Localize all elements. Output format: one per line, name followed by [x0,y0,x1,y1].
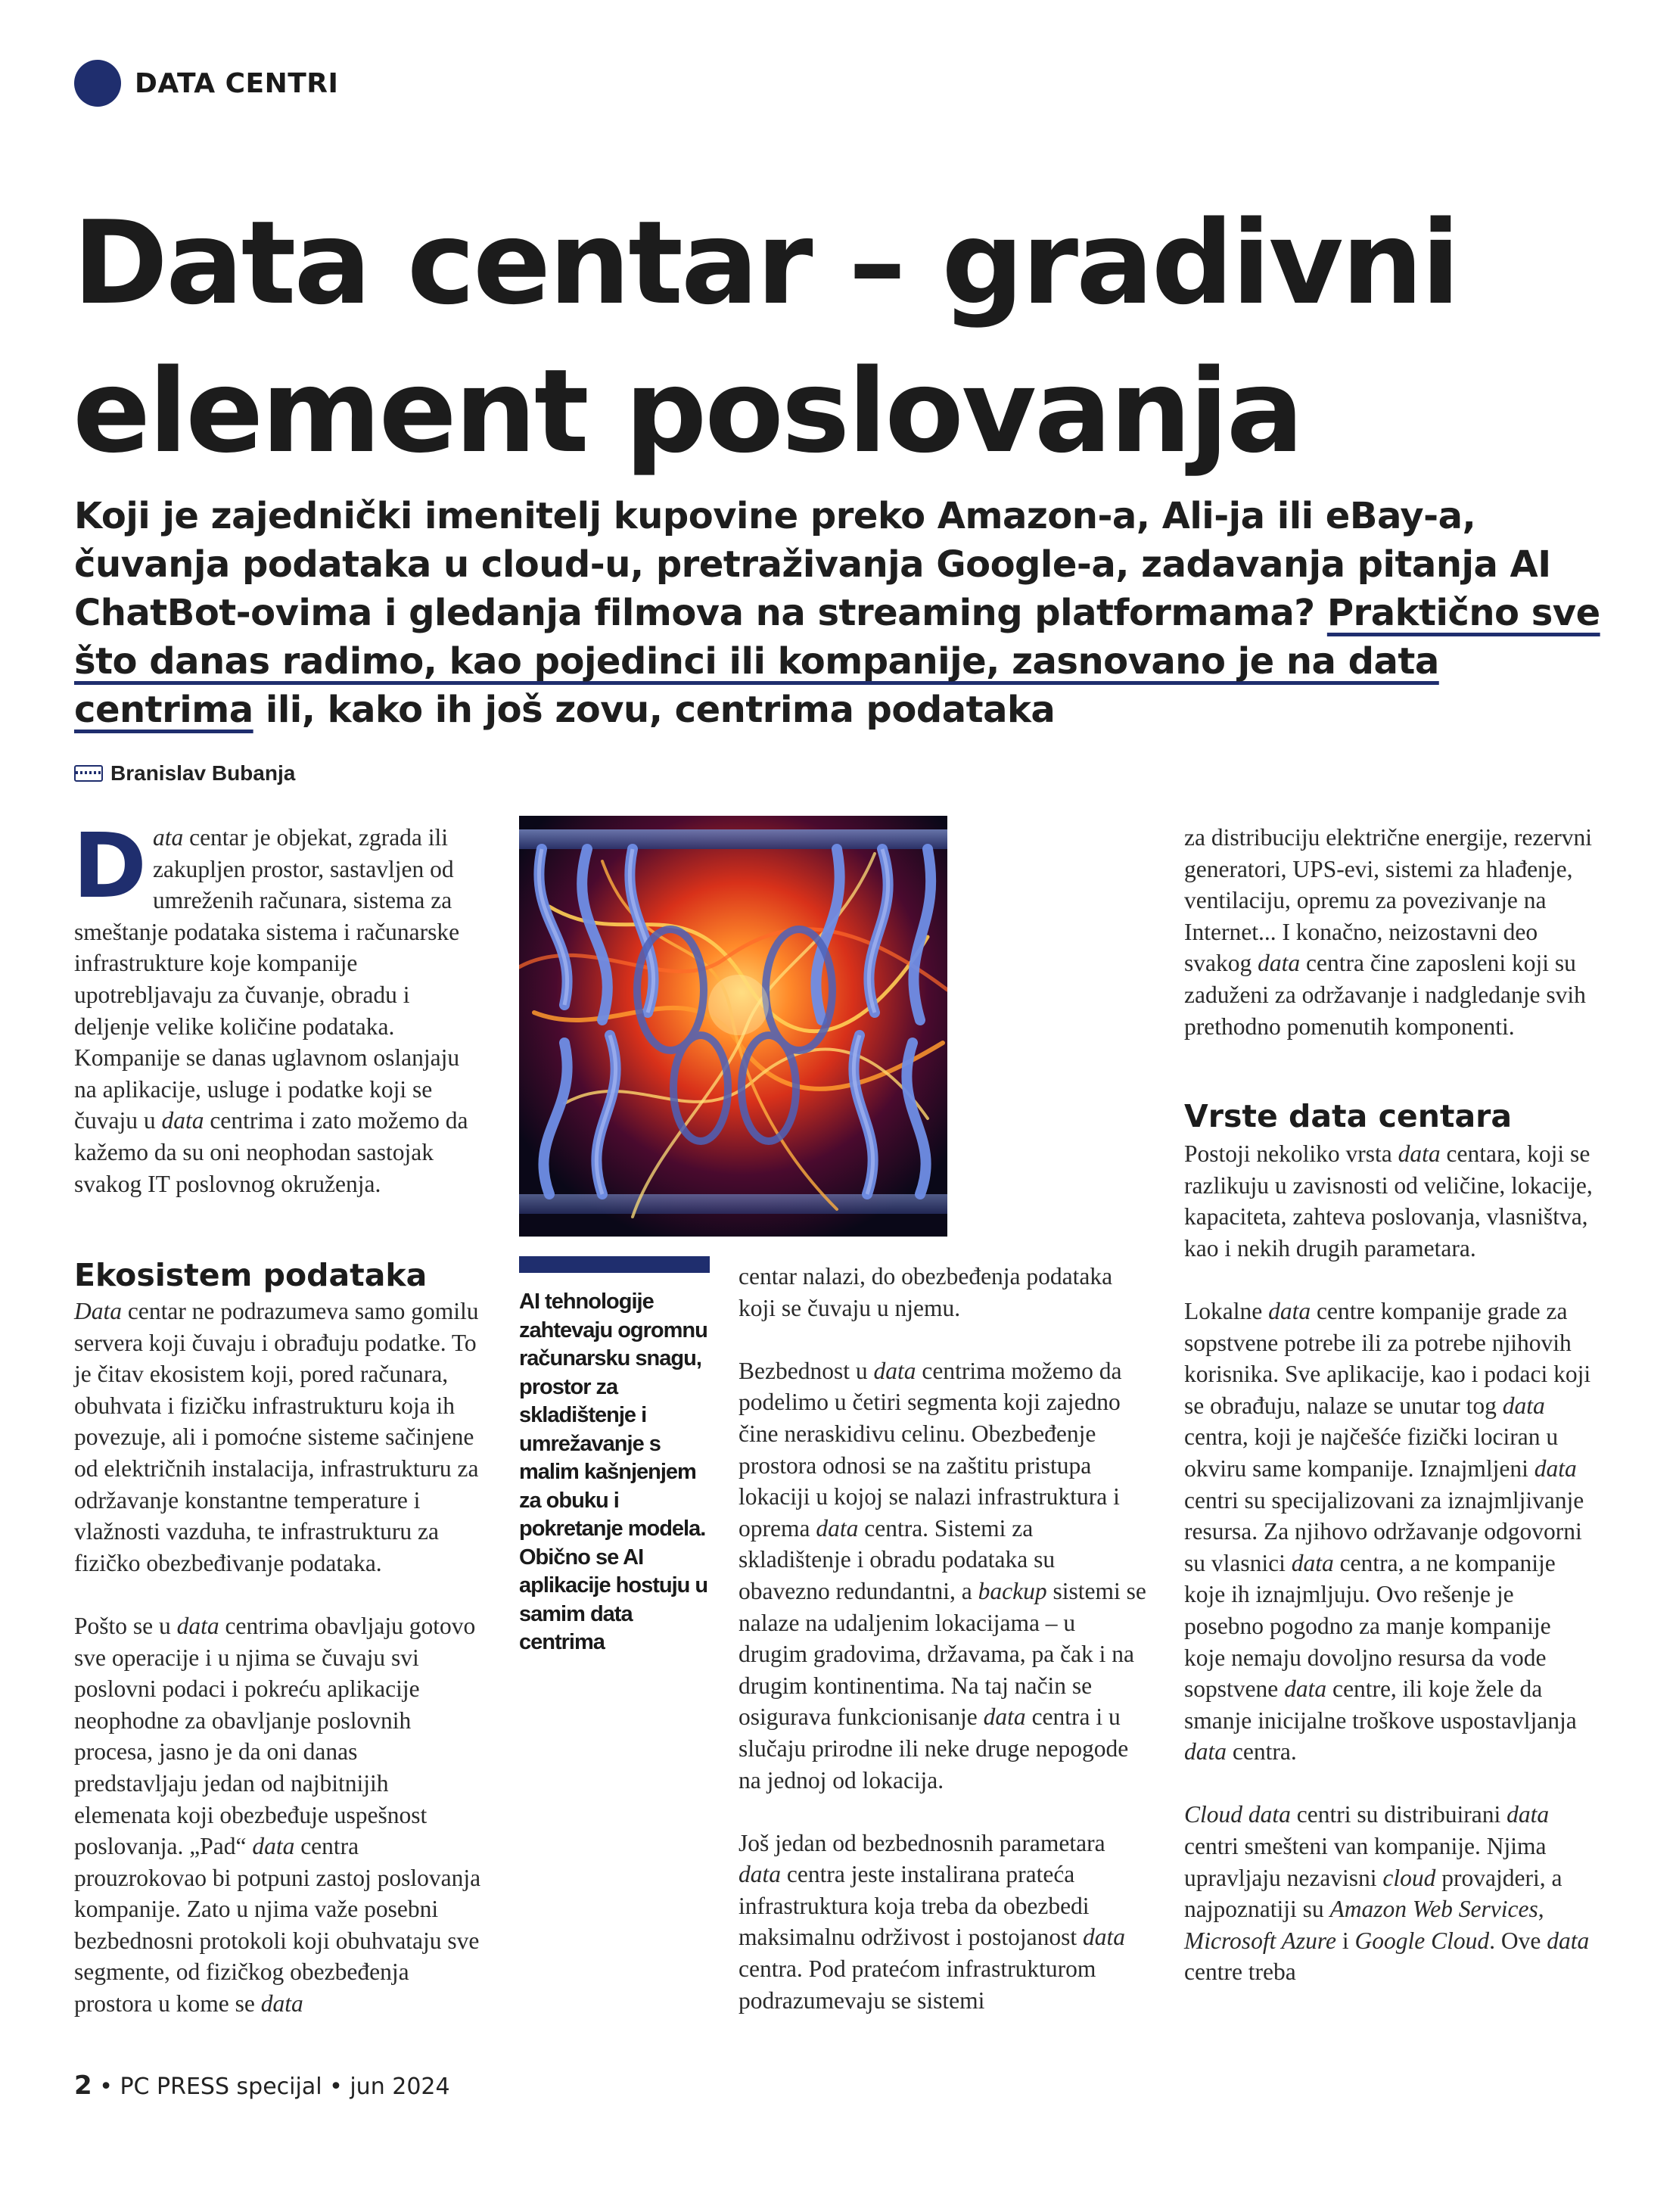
paragraph-text: Bezbednost u [738,1357,874,1384]
footer-separator: • [92,2074,120,2100]
headline [73,189,1631,486]
italic-word: ata [152,824,184,851]
caption-rule [519,1256,710,1273]
italic-word: data [1398,1140,1441,1167]
paragraph-text: centre treba [1184,1958,1296,1986]
italic-word: cloud [1382,1864,1436,1891]
italic-word: data [252,1833,295,1860]
paragraph-text: sistemi se nalaze na udaljenim lokacijama – u drugim gradovima, državama, pa čak i na drugim kontinentima. Na taj način se osigurava funkcionisanje [738,1577,1146,1731]
paragraph-text: centre kompanije grade za sopstvene potrebe ili za potrebe njihovih korisnika. Sve aplikacije, kao i podaci koji se obrađuju, nalaze se unutar tog [1184,1297,1591,1419]
paragraph: centar nalazi, do obezbeđenja podataka koji se čuvaju u njemu. [738,1263,1113,1321]
keyboard-icon [74,765,103,782]
italic-word: Microsoft Azure [1184,1927,1336,1954]
section-tag [74,59,338,107]
italic-word: Cloud data [1184,1801,1291,1828]
section-label: DATA CENTRI [135,67,339,99]
headline-line-2: element poslovanja [73,344,1302,478]
italic-word: data [983,1703,1026,1731]
deck-highlight: Praktično sve što danas radimo, kao pojedinci ili kompanije, zasnovano je na data centrima [74,592,1600,731]
paragraph-text: za distribuciju električne energije, rezervni generatori, UPS-evi, sistemi za hlađenje, ventilaciju, opremu za povezivanje na Internet... I konačno, neizostavni deo svakog [1184,824,1593,977]
paragraph-text: centar ne podrazumeva samo gomilu servera koji čuvaju i obrađuju podatke. To je čitav ekosistem koji, pored računara, obuhvata i fizičku infrastrukturu koja ih povezuje, ali i pomoćne sisteme sačinjene od električnih instalacija, infrastrukturu za održavanje konstantne temperature i vlažnosti vazduha, te infrastrukturu za fizičko obezbeđivanje podataka. [74,1298,479,1576]
italic-word: Amazon Web Services [1329,1896,1538,1923]
paragraph-text: centra čine zaposleni koji su zaduženi za održavanje i nadgledanje svih prethodno pomenutih komponenti. [1184,950,1586,1040]
paragraph-text: centara, koji se razlikuju u zavisnosti od veličine, lokacije, kapaciteta, zahteva poslovanja, vlasništva, kao i nekih drugih parametara. [1184,1140,1593,1262]
deck [74,492,1603,734]
italic-word: data [1268,1297,1311,1324]
deck-lead: Koji je zajednički imenitelj kupovine preko Amazon-a, Ali-ja ili eBay-a, čuvanja podataka u cloud-u, pretraživanja Google-a, zadavanja pitanja AI ChatBot-ovima i gledanja filmova na streaming platformama? [74,495,1551,634]
paragraph [1184,1138,1597,1264]
paragraph-text: Pošto se u [74,1612,177,1639]
paragraph-text: centra, a ne kompanije koje ih iznajmljuju. Ovo rešenje je posebno pogodno za manje kompanije koje nemaju dovoljno resursa da vode sopstvene [1184,1549,1556,1703]
paragraph-text: centra. [1227,1738,1297,1766]
italic-word: data [1258,950,1301,977]
italic-word: Google Cloud [1354,1927,1490,1954]
section-dot-icon [74,60,121,107]
italic-word: data [161,1107,204,1134]
paragraph [74,1610,483,2020]
paragraph-text: centri smešteni van kompanije. Njima upravljaju nezavisni [1184,1833,1547,1891]
page-footer [74,2070,450,2101]
server-cables-illustration [519,816,947,1237]
paragraph [738,1355,1147,1796]
column-3-top [1184,822,1597,1042]
paragraph-text: centrima možemo da podelimo u četiri segmenta koji zajedno čine neraskidivu celinu. Obezbeđenje prostora odnosi se na zaštitu pristupa lokaciji u kojoj se nalazi infrastruktura i oprema [738,1357,1122,1542]
paragraph-text: provajderi, a najpoznatiji su [1184,1864,1563,1923]
paragraph-text: centrima obavljaju gotovo sve operacije i u njima se čuvaju svi poslovni podaci i pokreću aplikacije neophodne za obavljanje poslovnih procesa, jasno je da oni danas predstavljaju jedan od najbitnijih elemenata koji obezbeđuje uspešnost poslovanja. „Pad“ [74,1612,476,1860]
subhead-vrste: Vrste data centara [1184,1098,1513,1134]
paragraph [1184,1799,1597,1988]
italic-word: data [1502,1392,1545,1419]
paragraph [1184,822,1597,1042]
column-2 [738,1261,1147,2016]
italic-word: data [1547,1927,1590,1954]
paragraph [738,1828,1147,2017]
paragraph-text: centri su distribuirani [1290,1801,1507,1828]
paragraph-text: centra jeste instalirana prateća infrastruktura koja treba da obezbedi maksimalnu održivost i postojanost [738,1861,1090,1951]
paragraph-text: Još jedan od bezbednosnih parametara [738,1829,1105,1856]
paragraph-text: centra prouzrokovao bi potpuni zastoj poslovanja kompanije. Zato u njima važe posebni bezbednosni protokoli koji obuhvataju sve segmente, od fizičkog obezbeđenja prostora u kome se [74,1833,481,2018]
drop-cap: D [73,814,147,918]
italic-word: data [260,1990,303,2018]
paragraph-text: centra. Pod pratećom infrastrukturom podrazumevaju se sistemi [738,1955,1096,2014]
italic-word: data [1534,1454,1577,1482]
italic-word: backup [978,1577,1047,1604]
paragraph-text: centrima i zato možemo da kažemo da su oni neophodan sastojak svakog IT poslovnog okruženja. [74,1107,468,1197]
paragraph-text: centri su specijalizovani za iznajmljivanje resursa. Za njihovo održavanje odgovorni su vlasnici [1184,1486,1584,1576]
column-1-intro [73,814,483,1199]
issue-date: jun 2024 [350,2074,450,2100]
italic-word: data [1284,1675,1327,1703]
publication-name: PC PRESS specijal [120,2074,322,2100]
paragraph-text: i [1336,1927,1355,1954]
paragraph [74,1296,483,1579]
italic-word: data [738,1861,782,1888]
italic-word: data [1507,1801,1550,1828]
paragraph-text: centra. Sistemi za skladištenje i obradu podataka su obavezno redundantni, a [738,1514,1056,1604]
italic-word: data [1184,1738,1227,1766]
deck-tail: ili, kako ih još zovu, centrima podataka [253,689,1056,731]
paragraph-text: . Ove [1489,1927,1547,1954]
byline [74,761,295,786]
column-1-body [74,1296,483,2020]
page-number: 2 [74,2070,92,2101]
italic-word: data [176,1612,219,1639]
paragraph-text: centra, koji je najčešće fizički lociran u okviru same kompanije. Iznajmljeni [1184,1423,1559,1482]
subhead-ekosistem: Ekosistem podataka [74,1257,428,1293]
paragraph-text: centra i u slučaju prirodne ili neke druge nepogode na jednoj od lokacija. [738,1703,1129,1794]
paragraph-text: centre, ili koje žele da smanje inicijalne troškove uspostavljanja [1184,1675,1577,1734]
italic-word: data [873,1357,916,1384]
column-3-body [1184,1138,1597,1988]
paragraph [1184,1296,1597,1768]
italic-word: Data [74,1298,122,1324]
server-cables-photo [519,816,947,1237]
paragraph-text: Postoji nekoliko vrsta [1184,1140,1398,1167]
headline-line-1: Data centar – gradivni [73,196,1458,330]
byline-author: Branislav Bubanja [110,761,296,785]
italic-word: data [1082,1924,1125,1951]
italic-word: data [1291,1549,1334,1576]
paragraph-text: centar je objekat, zgrada ili zakupljen prostor, sastavljen od umreženih računara, sistema za smeštanje podataka sistema i računarske infrastrukture koje kompanije upotrebljavaju za čuvanje, obradu i deljenje velike količine podataka. Kompanije se danas uglavnom oslanjaju na aplikacije, usluge i podatke koji se čuvaju u [74,824,460,1134]
italic-word: data [816,1514,859,1542]
photo-caption: AI tehnologije zahtevaju ogromnu računarsku snagu, prostor za skladištenje i umrežavanje s malim kašnjenjem za obuku i pokretanje modela. Obično se AI aplikacije hostuju u samim data centrima [519,1290,708,1654]
paragraph-text: , [1538,1896,1544,1923]
footer-separator: • [322,2074,350,2100]
paragraph-text: Lokalne [1184,1297,1269,1324]
